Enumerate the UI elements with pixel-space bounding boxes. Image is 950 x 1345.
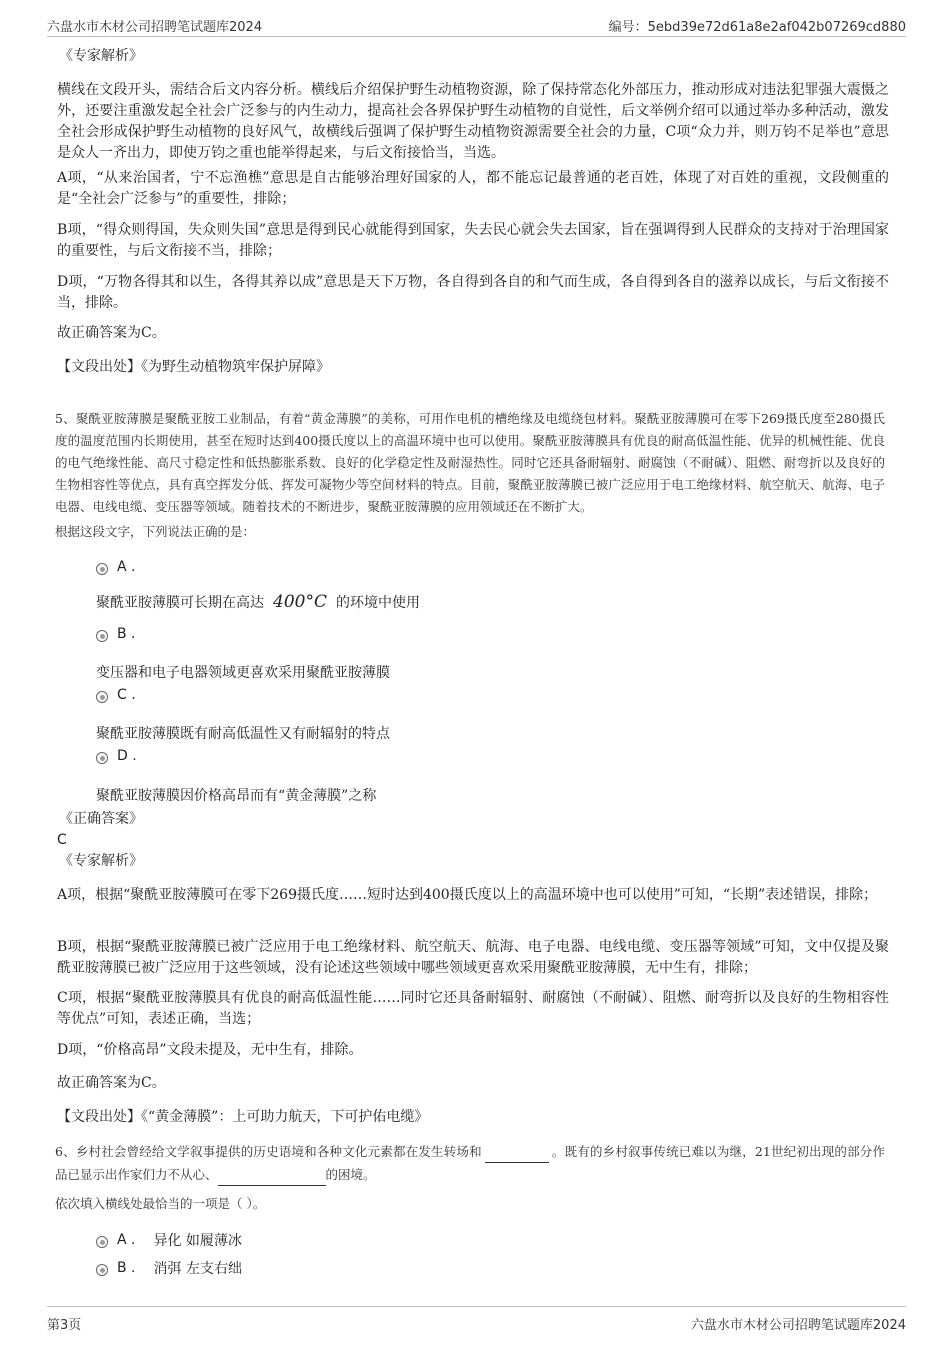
- q4-conclusion: 故正确答案为C。: [57, 325, 166, 341]
- q6-prompt: 依次填入横线处最恰当的一项是（ ）。: [55, 1196, 266, 1211]
- q5-option-a-text-before: 聚酰亚胺薄膜可长期在高达: [96, 595, 264, 611]
- q6-passage-part2: 。既有的乡村叙事传统已难以为继，21世纪初出现的部分作品已显示出作家们力不从心、: [55, 1144, 885, 1182]
- q5-source: 【文段出处】《“黄金薄膜”：上可助力航天，下可护佑电缆》: [57, 1109, 429, 1125]
- q4-option-b-analysis: B项，“得众则得国，失众则失国”意思是得到民心就能得到国家，失去民心就会失去国家，旨在强调得到人民群众的支持对于治理国家的重要性，与后文衔接不当，排除；: [57, 222, 889, 259]
- q5-option-d[interactable]: [96, 745, 876, 807]
- q5-option-a[interactable]: [96, 556, 876, 614]
- q5-option-c-analysis: C项，根据“聚酰亚胺薄膜具有优良的耐高低温性能……同时它还具备耐辐射、耐腐蚀（不耐碱）、阻燃、耐弯折以及良好的生物相容性等优点”可知，表述正确，当选；: [57, 990, 889, 1027]
- q5-analysis-label: 《专家解析》: [59, 853, 143, 869]
- q4-analysis-paragraph: 横线在文段开头，需结合后文内容分析。横线后介绍保护野生动植物资源，除了保持常态化外部压力，推动形成对违法犯罪强大震慑之外，还要注重激发起全社会广泛参与的内生动力，提高社会各界保护野生动植物的自觉性，后文举例介绍可以通过举办多种活动，激发全社会形成保护野生动植物的良好风气，故横线后强调了保护野生动植物资源需要全社会的力量，C项“众力并，则万钧不足举也”意思是众人一齐出力，即使万钧之重也能举得起来，与后文衔接恰当，当选。: [57, 82, 889, 161]
- q6-blank-1: [485, 1140, 549, 1163]
- q6-passage-part1: 6、乡村社会曾经给文学叙事提供的历史语境和各种文化元素都在发生转场和: [55, 1144, 482, 1159]
- q5-option-a-letter: A .: [117, 559, 136, 575]
- q6-option-b[interactable]: [96, 1254, 242, 1282]
- q5-option-b[interactable]: [96, 623, 876, 684]
- q5-option-c-text: 聚酰亚胺薄膜既有耐高低温性又有耐辐射的特点: [96, 726, 390, 742]
- radio-icon[interactable]: [96, 1264, 108, 1276]
- q4-analysis-label: 《专家解析》: [59, 48, 143, 64]
- radio-icon[interactable]: [96, 691, 108, 703]
- q6-option-a[interactable]: [96, 1226, 242, 1254]
- page-header: [47, 14, 906, 37]
- q6-option-b-text: 消弭 左支右绌: [153, 1261, 242, 1277]
- page-footer: [47, 1306, 906, 1331]
- q5-option-b-letter: B .: [117, 626, 136, 642]
- q5-option-a-text-after: 的环境中使用: [335, 595, 420, 611]
- radio-icon[interactable]: [96, 563, 108, 575]
- q5-option-d-analysis: D项，“价格高昂”文段未提及，无中生有，排除。: [57, 1042, 363, 1058]
- radio-icon[interactable]: [96, 630, 108, 642]
- q5-answer: C: [57, 832, 67, 848]
- header-doc-id: 编号：5ebd39e72d61a8e2af042b07269cd880: [608, 20, 906, 35]
- q5-option-d-text: 聚酰亚胺薄膜因价格高昂而有“黄金薄膜”之称: [96, 788, 377, 804]
- q5-option-a-analysis: A项，根据“聚酰亚胺薄膜可在零下269摄氏度……短时达到400摄氏度以上的高温环境中也可以使用”可知，“长期”表述错误，排除；: [57, 887, 878, 903]
- q6-passage: [55, 1140, 885, 1186]
- q5-option-d-letter: D .: [117, 748, 137, 764]
- q5-prompt: 根据这段文字，下列说法正确的是：: [55, 524, 256, 539]
- q5-option-b-analysis: B项，根据“聚酰亚胺薄膜已被广泛应用于电工绝缘材料、航空航天、航海、电子电器、电线电缆、变压器等领域”可知，文中仅提及聚酰亚胺薄膜已被广泛应用于这些领域，没有论述这些领域中哪些领域更喜欢采用聚酰亚胺薄膜，无中生有，排除；: [57, 939, 889, 976]
- q6-passage-part3: 的困境。: [325, 1167, 376, 1182]
- q5-passage: 5、聚酰亚胺薄膜是聚酰亚胺工业制品，有着“黄金薄膜”的美称，可用作电机的槽绝缘及电缆绕包材料。聚酰亚胺薄膜可在零下269摄氏度至280摄氏度的温度范围内长期使用，甚至在短时达到400摄氏度以上的高温环境中也可以使用。聚酰亚胺薄膜具有优良的耐高低温性能、优异的机械性能、优良的电气绝缘性能、高尺寸稳定性和低热膨胀系数、良好的化学稳定性及耐湿热性。同时它还具备耐辐射、耐腐蚀（不耐碱）、阻燃、耐弯折以及良好的生物相容性等优点，具有真空挥发分低、挥发可凝物少等空间材料的特点。目前，聚酰亚胺薄膜已被广泛应用于电工绝缘材料、航空航天、航海、电子电器、电线电缆、变压器等领域。随着技术的不断进步，聚酰亚胺薄膜的应用领域还在不断扩大。: [55, 411, 885, 514]
- q5-option-c-letter: C .: [117, 687, 136, 703]
- q4-source: 【文段出处】《为野生动植物筑牢保护屏障》: [57, 359, 330, 375]
- q4-option-a-analysis: A项，“从来治国者，宁不忘渔樵”意思是自古能够治理好国家的人，都不能忘记最普通的老百姓，体现了对百姓的重视，文段侧重的是“全社会广泛参与”的重要性，排除；: [57, 170, 889, 207]
- footer-page-number: 第3页: [47, 1318, 82, 1333]
- q5-conclusion: 故正确答案为C。: [57, 1075, 166, 1091]
- q6-blank-2: [218, 1163, 326, 1186]
- q5-answer-label: 《正确答案》: [59, 811, 143, 827]
- q6-option-a-letter: A .: [117, 1232, 136, 1248]
- q5-option-a-math: 400°C: [273, 592, 327, 612]
- radio-icon[interactable]: [96, 752, 108, 764]
- footer-title: 六盘水市木材公司招聘笔试题库2024: [690, 1318, 906, 1333]
- q5-option-b-text: 变压器和电子电器领域更喜欢采用聚酰亚胺薄膜: [96, 665, 390, 681]
- q6-option-b-letter: B .: [117, 1260, 136, 1276]
- radio-icon[interactable]: [96, 1236, 108, 1248]
- q4-option-d-analysis: D项，“万物各得其和以生，各得其养以成”意思是天下万物，各自得到各自的和气而生成，各自得到各自的滋养以成长，与后文衔接不当，排除。: [57, 274, 889, 311]
- q5-option-c[interactable]: [96, 684, 876, 745]
- header-title: 六盘水市木材公司招聘笔试题库2024: [47, 20, 263, 35]
- q6-option-a-text: 异化 如履薄冰: [153, 1233, 242, 1249]
